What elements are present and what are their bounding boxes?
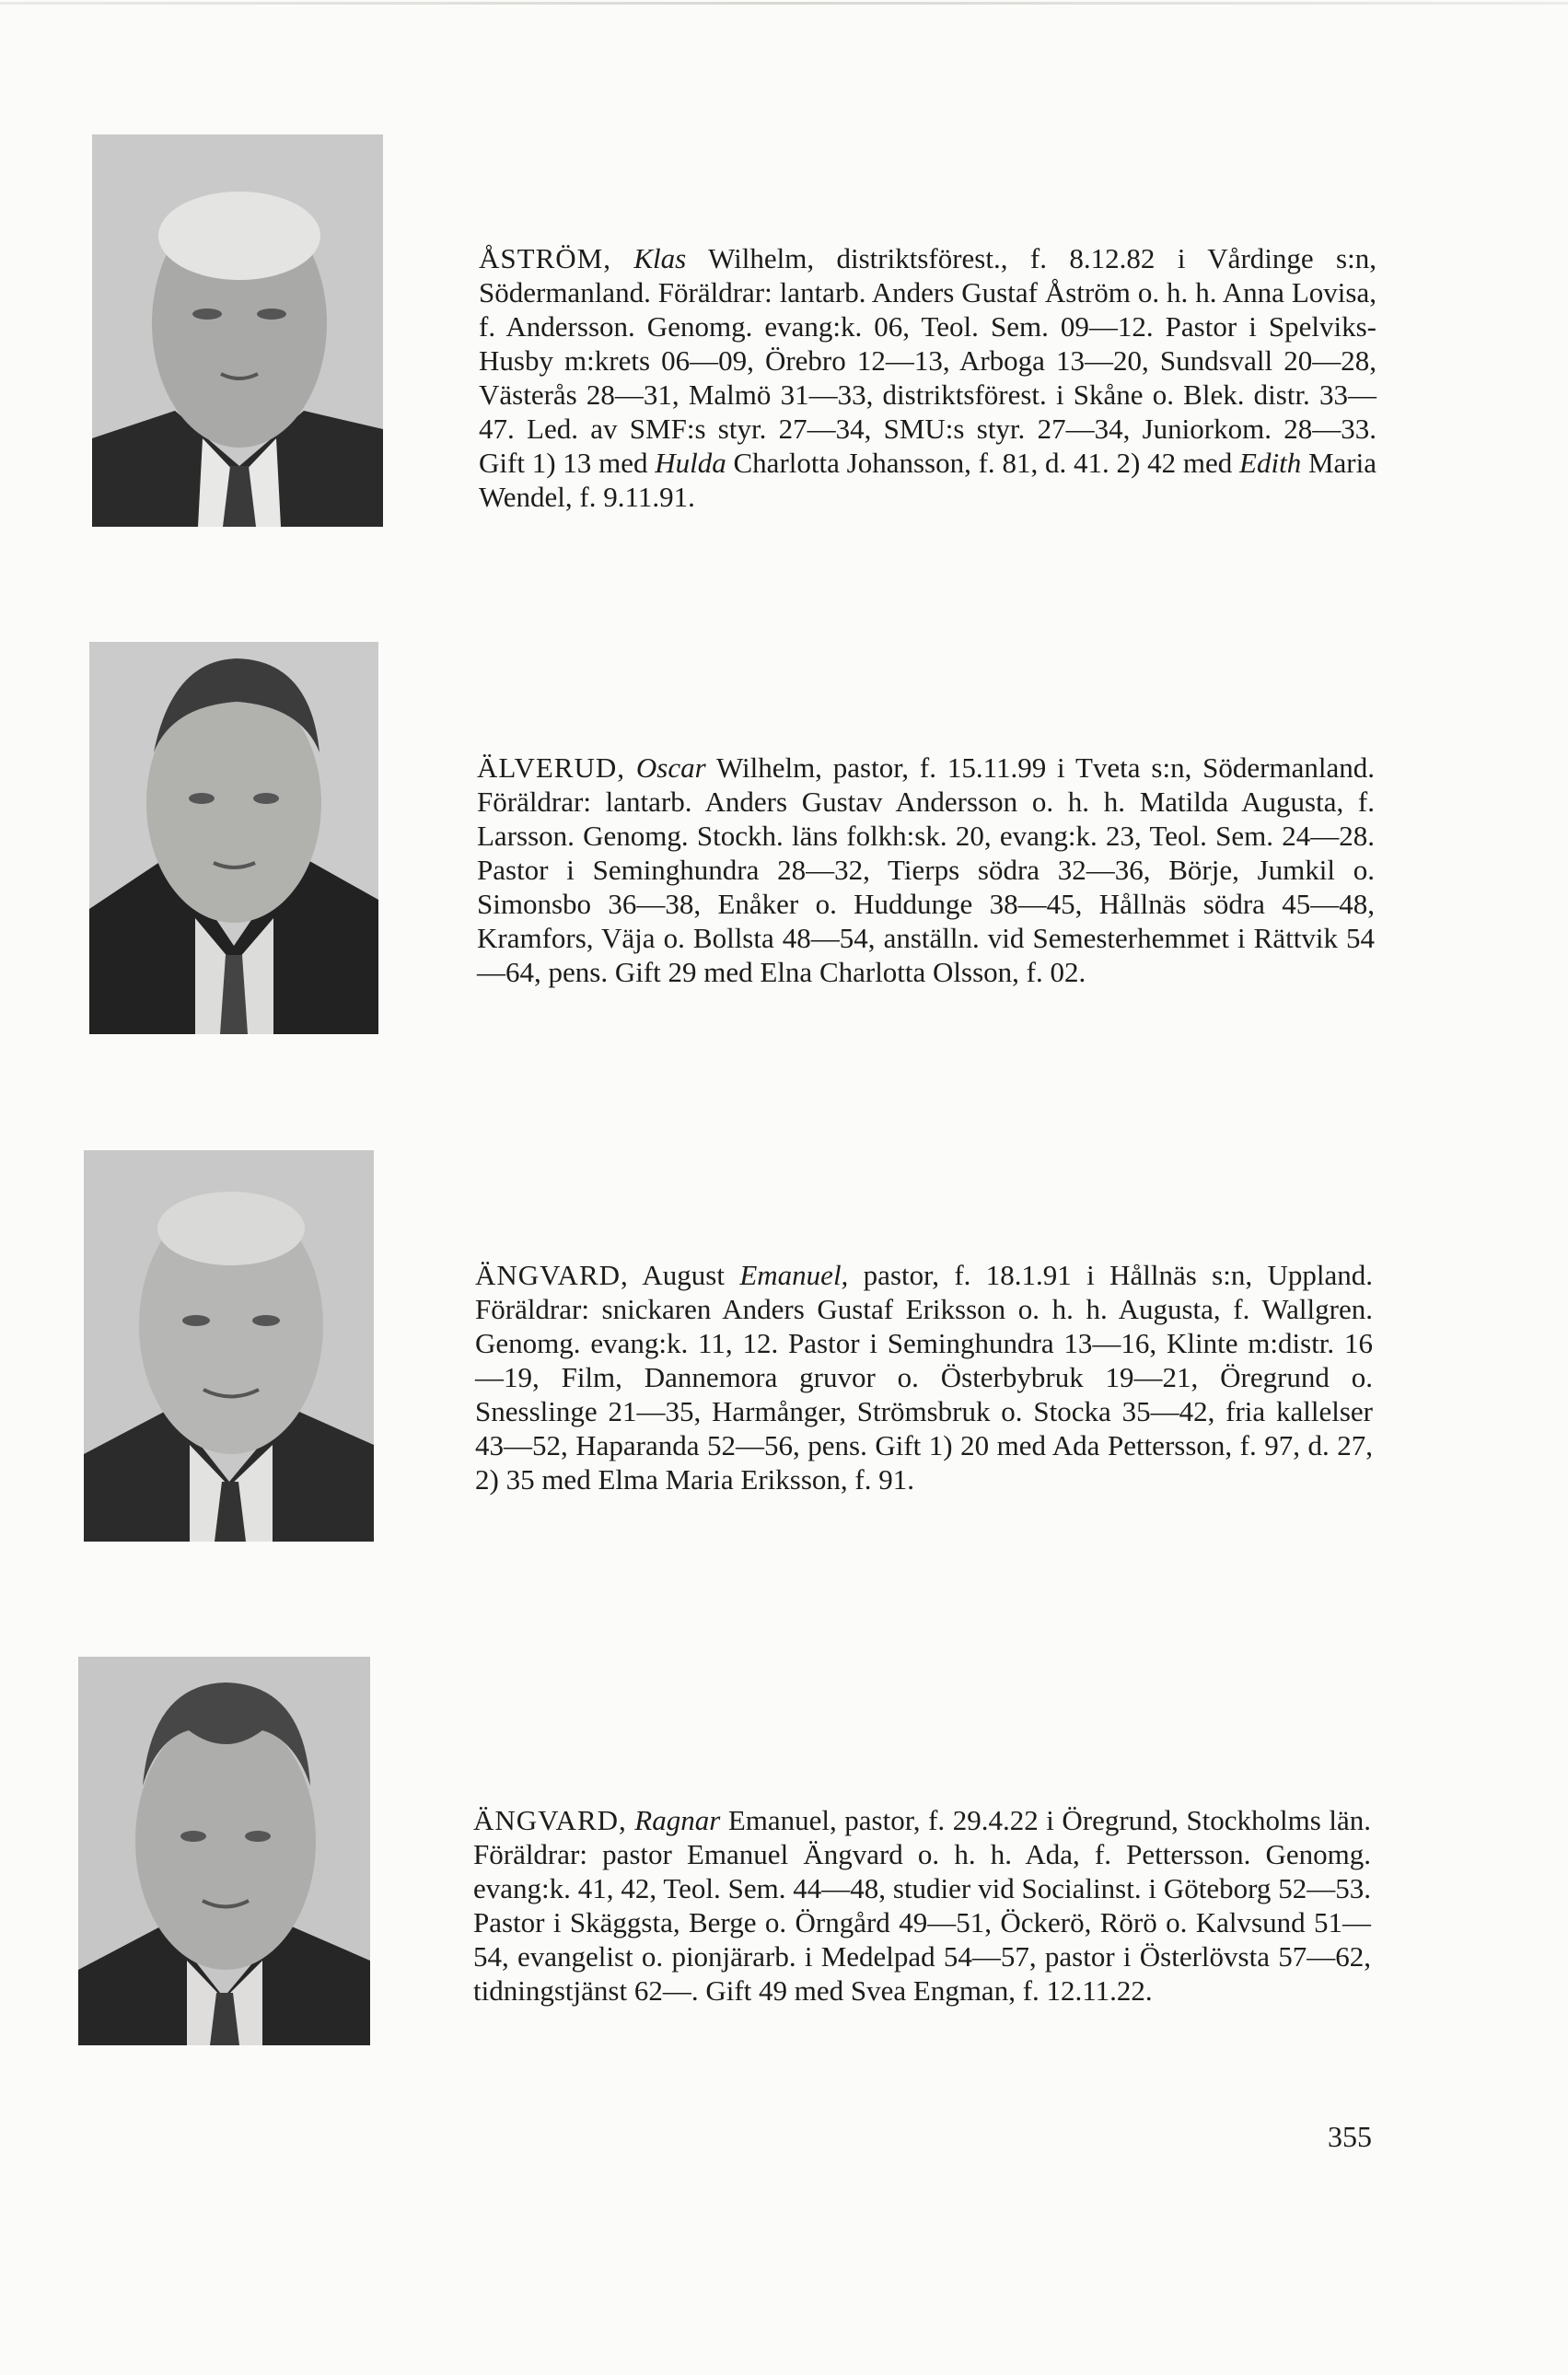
bio-text: Wilhelm, pastor, f. 15.11.99 i Tveta s:n, Södermanland. Föräldrar: lantarb. Anders Gustav Andersson o. h. h. Matilda Augusta, f. Larsson. Genomg. Stockh. läns folkh:sk. 20, evang:k. 23, Teol. Sem. 24—28. Pastor i Seminghundra 28—32, Tierps södra 32—36, Börje, Jumkil o. Simonsbo 36—38, Enåker o. Huddunge 38—45, Hållnäs södra 45—48, Kramfors, Väja o. Bollsta 48—54, anställn. vid Semesterhemmet i Rättvik 54—64, pens. Gift 29 med Elna Charlotta Olsson, f. 02.	[477, 751, 1375, 988]
bio-text: Charlotta Johansson, f. 81, d. 41. 2) 42 med	[726, 447, 1240, 479]
given-name: Emanuel,	[739, 1259, 849, 1291]
bio-text: Maria Wendel, f. 9.11.91.	[479, 447, 1376, 513]
given-name-plain: August	[628, 1259, 740, 1291]
given-name: Oscar	[635, 751, 706, 784]
portrait-photo-angvard-ragnar	[78, 1657, 370, 2045]
bio-astrom	[479, 241, 1376, 514]
given-name: Ragnar	[634, 1804, 721, 1836]
portrait-photo-alverud	[89, 642, 378, 1034]
bio-text: pastor, f. 18.1.91 i Hållnäs s:n, Uppland. Föräldrar: snickaren Anders Gustaf Eriksson o. h. h. Augusta, f. Wallgren. Genomg. evang:k. 11, 12. Pastor i Seminghundra 13—16, Klinte m:distr. 16—19, Film, Dannemora gruvor o. Österbybruk 19—21, Öregrund o. Snesslinge 21—35, Harmånger, Strömsbruk o. Stocka 35—42, fria kallelser 43—52, Haparanda 52—56, pens. Gift 1) 20 med Ada Pettersson, f. 97, d. 27, 2) 35 med Elma Maria Eriksson, f. 91.	[475, 1259, 1373, 1496]
spouse-name: Hulda	[655, 447, 726, 479]
bio-alverud	[477, 751, 1375, 989]
surname: ÄLVERUD,	[477, 751, 626, 784]
bio-angvard-august	[475, 1258, 1373, 1496]
given-name: Klas	[633, 242, 687, 274]
page-top-edge	[0, 2, 1568, 5]
page-number: 355	[1328, 2120, 1372, 2153]
portrait-photo-astrom	[92, 134, 383, 527]
spouse-name: Edith	[1239, 447, 1302, 479]
bio-text: Emanuel, pastor, f. 29.4.22 i Öregrund, Stockholms län. Föräldrar: pastor Emanuel Ängvard o. h. h. Ada, f. Pettersson. Genomg. evang:k. 41, 42, Teol. Sem. 44—48, studier vid Socialinst. i Göteborg 52—53. Pastor i Skäggsta, Berge o. Örngård 49—51, Öckerö, Rörö o. Kalvsund 51—54, evangelist o. pionjärarb. i Medelpad 54—57, pastor i Österlövsta 57—62, tidningstjänst 62—. Gift 49 med Svea Engman, f. 12.11.22.	[473, 1804, 1371, 2007]
surname: ÄNGVARD,	[475, 1259, 629, 1291]
portrait-photo-angvard-august	[84, 1150, 374, 1542]
surname: ÅSTRÖM,	[479, 242, 611, 274]
bio-text: Wilhelm, distriktsförest., f. 8.12.82 i Vårdinge s:n, Södermanland. Föräldrar: lantarb. Anders Gustaf Åström o. h. h. Anna Lovisa, f. Andersson. Genomg. evang:k. 06, Teol. Sem. 09—12. Pastor i Spelviks-Husby m:krets 06—09, Örebro 12—13, Arboga 13—20, Sundsvall 20—28, Västerås 28—31, Malmö 31—33, distriktsförest. i Skåne o. Blek. distr. 33—47. Led. av SMF:s styr. 27—34, SMU:s styr. 27—34, Juniorkom. 28—33. Gift 1) 13 med	[479, 242, 1376, 479]
surname: ÄNGVARD,	[473, 1804, 627, 1836]
bio-angvard-ragnar	[473, 1803, 1371, 2008]
